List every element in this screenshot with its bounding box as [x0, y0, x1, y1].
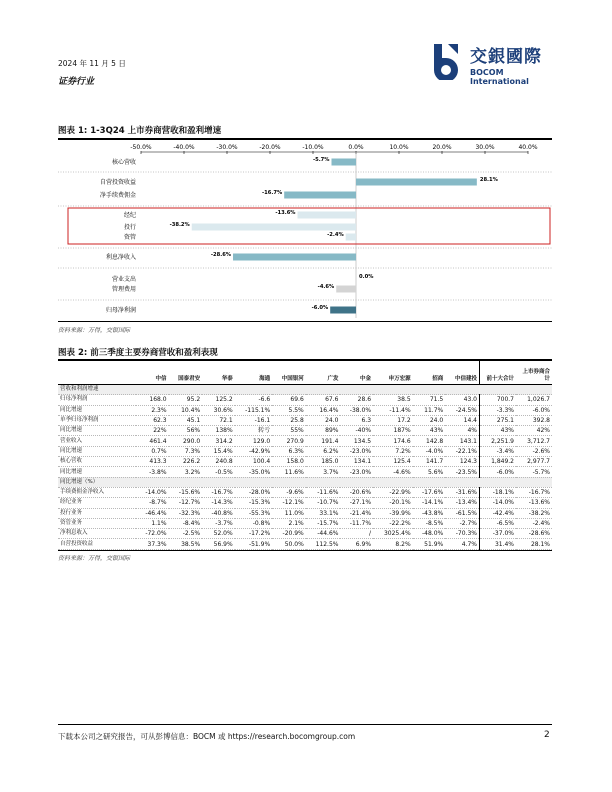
- table-cell: 134.5: [340, 436, 373, 446]
- table-cell: -0.8%: [235, 518, 272, 528]
- table-cell: 28.1%: [516, 539, 552, 549]
- report-sector: 证券行业: [58, 77, 95, 87]
- row-label: 营业收入: [58, 436, 136, 446]
- figure1-bottom-rule: [58, 321, 552, 322]
- row-label: 手续费佣金净收入: [58, 487, 136, 497]
- table-cell: -6.6: [235, 395, 272, 405]
- table-cell: 72.1: [202, 415, 235, 425]
- table-row: [58, 395, 552, 405]
- table-cell: -16.1: [235, 415, 272, 425]
- company-logo: [428, 40, 558, 84]
- table-cell: -22.2%: [373, 518, 413, 528]
- column-header: 中信建投: [445, 360, 479, 385]
- column-header-label: [58, 360, 136, 385]
- table-cell: 7.3%: [169, 446, 203, 456]
- table-cell: -4.0%: [413, 446, 446, 456]
- table-row: [58, 498, 552, 508]
- table-cell: 56.9%: [202, 539, 235, 549]
- figure1-chart: [58, 140, 552, 322]
- table-cell: 51.9%: [413, 539, 446, 549]
- table-cell: -3.3%: [480, 405, 517, 415]
- table-cell: -17.2%: [235, 529, 272, 539]
- table-cell: -11.4%: [373, 405, 413, 415]
- bar: [192, 224, 356, 231]
- row-label: 同比增速: [58, 405, 136, 415]
- column-header: 中国银河: [272, 360, 306, 385]
- row-label: 单季归母净利润: [58, 415, 136, 425]
- table-cell: 3025.4%: [373, 529, 413, 539]
- figure1-source: 资料来源：万得，交银国际: [58, 327, 131, 334]
- report-date: 2024 年 11 月 5 日: [58, 59, 126, 68]
- table-cell: -9.6%: [272, 487, 306, 497]
- table-cell: 143.1: [445, 436, 479, 446]
- table-cell: 52.0%: [202, 529, 235, 539]
- column-header: 中金: [340, 360, 373, 385]
- table-cell: 10.4%: [169, 405, 203, 415]
- table-cell: -20.1%: [373, 498, 413, 508]
- table-cell: 3.2%: [169, 467, 203, 477]
- row-label: 核心营收: [58, 457, 136, 467]
- bar: [336, 286, 356, 293]
- x-tick-label: -50.0%: [130, 144, 152, 151]
- bar: [233, 254, 356, 261]
- table-cell: 67.6: [306, 395, 341, 405]
- table-cell: -3.8%: [136, 467, 169, 477]
- table-cell: 89%: [306, 426, 341, 436]
- table-cell: -42.4%: [480, 508, 517, 518]
- table-cell: 129.0: [235, 436, 272, 446]
- table-cell: 134.1: [340, 457, 373, 467]
- column-header: 海通: [235, 360, 272, 385]
- table-cell: -2.4%: [516, 518, 552, 528]
- table-cell: -40%: [340, 426, 373, 436]
- table-cell: 226.2: [169, 457, 203, 467]
- row-label: 资管业务: [58, 518, 136, 528]
- figure2-table: [58, 360, 552, 550]
- table-cell: 25.8: [272, 415, 306, 425]
- table-cell: -46.4%: [136, 508, 169, 518]
- table-cell: -10.7%: [306, 498, 341, 508]
- x-tick-label: 0.0%: [348, 144, 364, 151]
- footer-text: 下载本公司之研究报告，可从彭博信息：BOCM 或 https://research.bocomgroup.com: [58, 732, 356, 741]
- table-cell: -18.1%: [480, 487, 517, 497]
- table-cell: -12.7%: [169, 498, 203, 508]
- table-cell: -6.5%: [480, 518, 517, 528]
- column-header: 广发: [306, 360, 341, 385]
- row-label: 净利息收入: [58, 529, 136, 539]
- section-label: 同比增速（%）: [58, 477, 552, 487]
- table-cell: 11.6%: [272, 467, 306, 477]
- table-cell: 6.3: [340, 415, 373, 425]
- category-label: 归母净利润: [105, 307, 136, 315]
- bar: [346, 234, 356, 241]
- table-cell: -23.5%: [445, 467, 479, 477]
- table-cell: 125.4: [373, 457, 413, 467]
- table-cell: 2,977.7: [516, 457, 552, 467]
- table-row: [58, 508, 552, 518]
- table-cell: -22.9%: [373, 487, 413, 497]
- figure2-title: 图表 2: 前三季度主要券商营收和盈利表现: [58, 348, 218, 358]
- table-cell: 1,026.7: [516, 395, 552, 405]
- table-cell: -28.6%: [516, 529, 552, 539]
- table-cell: -23.0%: [340, 467, 373, 477]
- data-label: -2.4%: [327, 232, 344, 238]
- table-cell: -51.9%: [235, 539, 272, 549]
- table-cell: 17.2: [373, 415, 413, 425]
- table-cell: -3.7%: [202, 518, 235, 528]
- table-cell: -2.5%: [169, 529, 203, 539]
- column-header: 申万宏源: [373, 360, 413, 385]
- table-cell: -8.7%: [136, 498, 169, 508]
- table-cell: 138%: [202, 426, 235, 436]
- table-cell: -14.1%: [413, 498, 446, 508]
- x-tick-label: 30.0%: [475, 144, 495, 151]
- table-cell: -2.6%: [516, 446, 552, 456]
- table-cell: 125.2: [202, 395, 235, 405]
- table-row: [58, 457, 552, 467]
- table-cell: -44.6%: [306, 529, 341, 539]
- column-header: 华泰: [202, 360, 235, 385]
- table-cell: 4.7%: [445, 539, 479, 549]
- table-cell: 24.0: [306, 415, 341, 425]
- section-row: [58, 477, 552, 487]
- x-tick-label: -20.0%: [259, 144, 281, 151]
- table-row: [58, 467, 552, 477]
- table-cell: -24.5%: [445, 405, 479, 415]
- x-tick-label: 20.0%: [432, 144, 452, 151]
- table-cell: -23.0%: [340, 446, 373, 456]
- table-cell: 33.1%: [306, 508, 341, 518]
- table-cell: 290.0: [169, 436, 203, 446]
- table-cell: 71.5: [413, 395, 446, 405]
- data-label: -16.7%: [262, 190, 283, 196]
- table-cell: -43.8%: [413, 508, 446, 518]
- table-cell: -38.0%: [340, 405, 373, 415]
- table-cell: -14.0%: [136, 487, 169, 497]
- x-tick-label: 40.0%: [518, 144, 538, 151]
- table-cell: 124.3: [445, 457, 479, 467]
- table-cell: 11.7%: [413, 405, 446, 415]
- table-cell: 392.8: [516, 415, 552, 425]
- table-cell: 1.1%: [136, 518, 169, 528]
- table-cell: -5.7%: [516, 467, 552, 477]
- table-cell: -27.1%: [340, 498, 373, 508]
- table-cell: -4.6%: [373, 467, 413, 477]
- table-cell: 191.4: [306, 436, 341, 446]
- table-cell: 37.3%: [136, 539, 169, 549]
- table-row: [58, 415, 552, 425]
- section-row: [58, 385, 552, 395]
- table-cell: -17.6%: [413, 487, 446, 497]
- bar: [330, 307, 356, 314]
- table-cell: -14.3%: [202, 498, 235, 508]
- table-cell: -2.7%: [445, 518, 479, 528]
- table-cell: 24.0: [413, 415, 446, 425]
- data-label: -5.7%: [312, 157, 330, 163]
- table-cell: 50.0%: [272, 539, 306, 549]
- table-cell: -14.0%: [480, 498, 517, 508]
- footer-rule: [58, 724, 552, 725]
- table-cell: 55%: [272, 426, 306, 436]
- table-cell: 413.3: [136, 457, 169, 467]
- figure2-source: 资料来源：万得，交银国际: [58, 555, 131, 562]
- table-cell: 45.1: [169, 415, 203, 425]
- table-cell: 168.0: [136, 395, 169, 405]
- column-header: 招商: [413, 360, 446, 385]
- column-header: 国泰君安: [169, 360, 203, 385]
- table-cell: -6.0%: [516, 405, 552, 415]
- table-cell: -6.0%: [480, 467, 517, 477]
- table-cell: 43.0: [445, 395, 479, 405]
- table-cell: 43%: [413, 426, 446, 436]
- table-cell: -48.0%: [413, 529, 446, 539]
- data-label: -28.6%: [210, 252, 232, 258]
- data-label: 0.0%: [359, 274, 374, 280]
- table-cell: 2.1%: [272, 518, 306, 528]
- table-cell: -42.9%: [235, 446, 272, 456]
- table-cell: 2.3%: [136, 405, 169, 415]
- table-cell: 314.2: [202, 436, 235, 446]
- table-cell: -35.0%: [235, 467, 272, 477]
- table-cell: 22%: [136, 426, 169, 436]
- data-label: -6.0%: [311, 305, 329, 311]
- category-label: 经纪: [123, 212, 136, 220]
- row-label: 同比增速: [58, 467, 136, 477]
- table-cell: 6.9%: [340, 539, 373, 549]
- table-cell: 11.0%: [272, 508, 306, 518]
- bocom-logo-icon: [428, 40, 466, 80]
- table-cell: -72.0%: [136, 529, 169, 539]
- table-cell: -39.9%: [373, 508, 413, 518]
- section-label: 营收和利润增速: [58, 385, 552, 395]
- table-cell: -61.5%: [445, 508, 479, 518]
- row-label: 自营投资收益: [58, 539, 136, 549]
- figure2-bottom-rule: [58, 550, 552, 551]
- table-cell: -13.6%: [516, 498, 552, 508]
- table-cell: 28.6: [340, 395, 373, 405]
- table-cell: /: [340, 529, 373, 539]
- table-cell: 158.0: [272, 457, 306, 467]
- table-cell: 142.8: [413, 436, 446, 446]
- table-cell: -11.7%: [340, 518, 373, 528]
- category-label: 资管: [123, 234, 136, 242]
- table-cell: -15.3%: [235, 498, 272, 508]
- bar: [298, 212, 356, 219]
- table-cell: 69.6: [272, 395, 306, 405]
- logo-english-name: BOCOM International: [470, 68, 529, 86]
- column-header: 前十大合计: [480, 360, 517, 385]
- table-cell: -20.6%: [340, 487, 373, 497]
- table-row: [58, 487, 552, 497]
- table-cell: 461.4: [136, 436, 169, 446]
- table-cell: 42%: [516, 426, 552, 436]
- table-cell: 43%: [480, 426, 517, 436]
- table-cell: 1,849.2: [480, 457, 517, 467]
- table-cell: 38.5%: [169, 539, 203, 549]
- table-cell: 0.7%: [136, 446, 169, 456]
- table-row: [58, 518, 552, 528]
- table-cell: 38.5: [373, 395, 413, 405]
- table-cell: 187%: [373, 426, 413, 436]
- bar: [356, 179, 477, 186]
- x-tick-label: 10.0%: [389, 144, 409, 151]
- table-cell: 6.2%: [306, 446, 341, 456]
- logo-chinese-name: 交銀國際: [470, 47, 542, 67]
- table-cell: 5.5%: [272, 405, 306, 415]
- category-label: 营业支出: [111, 276, 136, 284]
- data-label: -13.6%: [275, 210, 296, 216]
- table-cell: -8.4%: [169, 518, 203, 528]
- data-label: -38.2%: [169, 222, 190, 228]
- table-cell: -21.4%: [340, 508, 373, 518]
- table-cell: 3.7%: [306, 467, 341, 477]
- table-cell: -8.5%: [413, 518, 446, 528]
- table-cell: 185.0: [306, 457, 341, 467]
- table-cell: 95.2: [169, 395, 203, 405]
- row-label: 归母净利润: [58, 395, 136, 405]
- table-cell: 15.4%: [202, 446, 235, 456]
- table-cell: -22.1%: [445, 446, 479, 456]
- table-cell: 141.7: [413, 457, 446, 467]
- table-row: [58, 405, 552, 415]
- category-label: 自营投资收益: [99, 179, 136, 187]
- x-tick-label: -10.0%: [302, 144, 324, 151]
- category-label: 投行: [123, 224, 136, 232]
- table-cell: -20.9%: [272, 529, 306, 539]
- row-label: 同比增速: [58, 426, 136, 436]
- table-row: [58, 529, 552, 539]
- data-label: 28.1%: [479, 177, 498, 183]
- table-cell: 30.6%: [202, 405, 235, 415]
- table-cell: 6.3%: [272, 446, 306, 456]
- table-cell: -28.0%: [235, 487, 272, 497]
- category-label: 管理费用: [111, 286, 136, 294]
- table-cell: -15.6%: [169, 487, 203, 497]
- x-tick-label: -30.0%: [216, 144, 238, 151]
- table-cell: -32.3%: [169, 508, 203, 518]
- table-cell: 8.2%: [373, 539, 413, 549]
- data-label: -4.6%: [317, 284, 335, 290]
- row-label: 同比增速: [58, 446, 136, 456]
- x-tick-label: -40.0%: [173, 144, 195, 151]
- figure1-title: 图表 1: 1-3Q24 上市券商营收和盈利增速: [58, 126, 222, 136]
- table-cell: -16.7%: [202, 487, 235, 497]
- bar: [284, 192, 356, 199]
- table-cell: 14.4: [445, 415, 479, 425]
- table-cell: -31.6%: [445, 487, 479, 497]
- table-cell: -70.3%: [445, 529, 479, 539]
- page-number: 2: [544, 730, 550, 740]
- row-label: 经纪业务: [58, 498, 136, 508]
- table-cell: 31.4%: [480, 539, 517, 549]
- category-label: 核心营收: [111, 159, 136, 167]
- table-cell: 270.9: [272, 436, 306, 446]
- table-cell: -13.4%: [445, 498, 479, 508]
- table-cell: 56%: [169, 426, 203, 436]
- table-row: [58, 436, 552, 446]
- table-row: [58, 539, 552, 549]
- table-cell: -115.1%: [235, 405, 272, 415]
- column-header: 中信: [136, 360, 169, 385]
- table-cell: -15.7%: [306, 518, 341, 528]
- table-cell: 112.5%: [306, 539, 341, 549]
- bar: [331, 159, 356, 166]
- table-cell: -11.6%: [306, 487, 341, 497]
- table-cell: 5.6%: [413, 467, 446, 477]
- table-cell: 2,251.9: [480, 436, 517, 446]
- table-cell: 62.3: [136, 415, 169, 425]
- table-cell: -0.5%: [202, 467, 235, 477]
- table-cell: 转亏: [235, 426, 272, 436]
- table-cell: -55.3%: [235, 508, 272, 518]
- table-cell: -3.4%: [480, 446, 517, 456]
- table-cell: -16.7%: [516, 487, 552, 497]
- table-cell: -37.0%: [480, 529, 517, 539]
- table-cell: 3,712.7: [516, 436, 552, 446]
- table-cell: 240.8: [202, 457, 235, 467]
- table-cell: 174.6: [373, 436, 413, 446]
- table-row: [58, 426, 552, 436]
- table-cell: -38.2%: [516, 508, 552, 518]
- table-cell: -40.8%: [202, 508, 235, 518]
- row-label: 投行业务: [58, 508, 136, 518]
- table-header-row: [58, 360, 552, 385]
- table-cell: 700.7: [480, 395, 517, 405]
- category-label: 利息净收入: [105, 254, 136, 262]
- table-cell: 4%: [445, 426, 479, 436]
- table-cell: 16.4%: [306, 405, 341, 415]
- table-cell: 275.1: [480, 415, 517, 425]
- table-cell: 100.4: [235, 457, 272, 467]
- category-label: 净手续费佣金: [99, 192, 136, 200]
- table-row: [58, 446, 552, 456]
- column-header: 上市券商合计: [516, 360, 552, 385]
- table-cell: -12.1%: [272, 498, 306, 508]
- table-cell: 7.2%: [373, 446, 413, 456]
